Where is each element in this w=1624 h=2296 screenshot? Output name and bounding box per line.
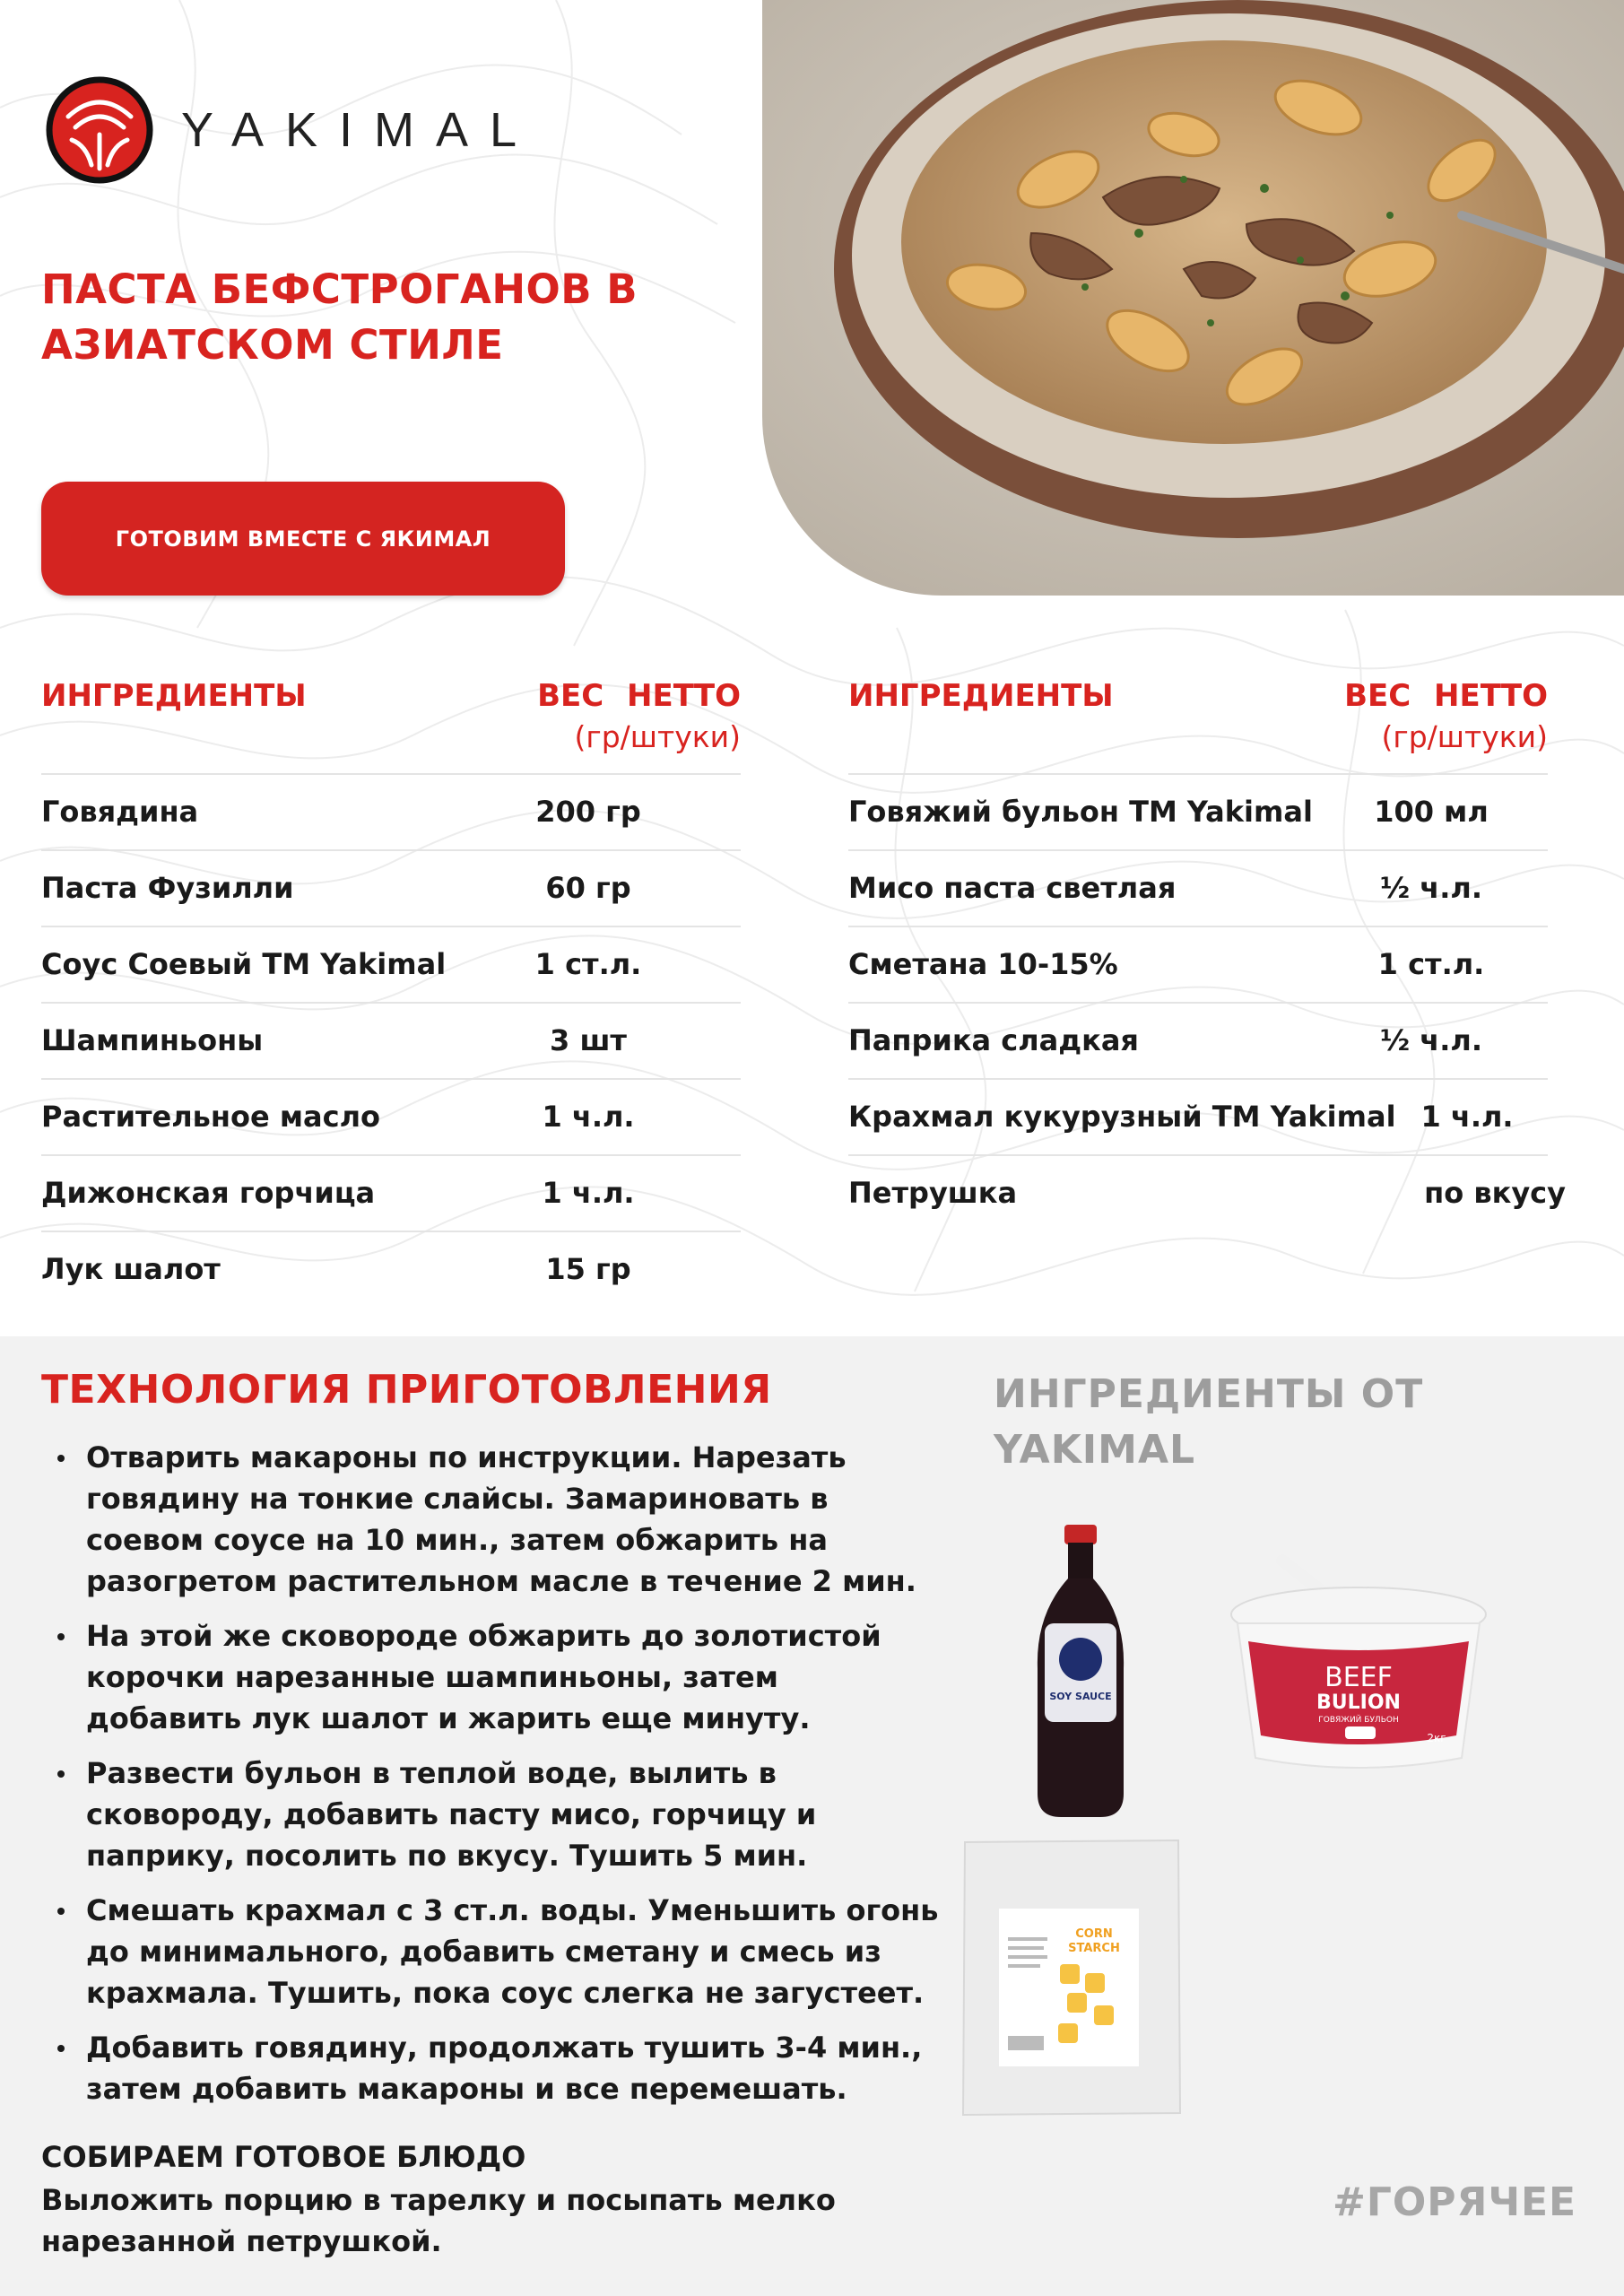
weight-unit: (гр/штуки) — [574, 719, 741, 754]
ingredient-amount: ½ ч.л. — [1380, 1023, 1482, 1057]
cooking-step: Отварить макароны по инструкции. Нарезать говядину на тонкие слайсы. Замариновать в соевом соусе на 10 мин., затем обжарить на разогретом растительном масле в течение 2 мин. — [56, 1437, 943, 1602]
bulion-label-2: BULION — [1316, 1692, 1401, 1714]
ingredients-table-right — [848, 674, 1566, 1231]
recipe-title: ПАСТА БЕФСТРОГАНОВ В АЗИАТСКОМ СТИЛЕ — [41, 265, 638, 369]
hashtag: #ГОРЯЧЕЕ — [1333, 2179, 1577, 2225]
ingredient-name: Дижонская горчица — [41, 1176, 376, 1210]
ingredient-amount: 1 ст.л. — [1377, 947, 1485, 981]
cook-together-button[interactable]: ГОТОВИМ ВМЕСТЕ С ЯКИМАЛ — [41, 482, 565, 596]
ingredients-header — [848, 674, 1548, 775]
weight-label: ВЕС НЕТТО — [1344, 678, 1548, 714]
ingredient-row — [41, 1232, 741, 1307]
ingredient-amount: 1 ч.л. — [1420, 1100, 1514, 1134]
technology-title: ТЕХНОЛОГИЯ ПРИГОТОВЛЕНИЯ — [41, 1367, 772, 1413]
ingredient-name: Паста Фузилли — [41, 871, 294, 905]
cooking-step: Развести бульон в теплой воде, вылить в сковороду, добавить пасту мисо, горчицу и паприку, посолить по вкусу. Тушить 5 мин. — [56, 1752, 943, 1876]
ingredient-name: Сметана 10-15% — [848, 947, 1118, 981]
assemble-title: СОБИРАЕМ ГОТОВОЕ БЛЮДО — [41, 2140, 526, 2174]
ingredient-name: Говядина — [41, 795, 199, 829]
ingredient-row — [41, 775, 741, 851]
ingredient-row — [41, 927, 741, 1004]
ingredient-row — [41, 851, 741, 927]
ingredient-name: Растительное масло — [41, 1100, 380, 1134]
hero-dish-photo — [762, 0, 1624, 596]
ingredient-name: Петрушка — [848, 1176, 1018, 1210]
ingredient-name: Соус Соевый ТМ Yakimal — [41, 947, 447, 981]
ingredient-row — [41, 1004, 741, 1080]
brand-name: YAKIMAL — [181, 103, 539, 157]
ingredient-row — [848, 1156, 1566, 1231]
assemble-text: Выложить порцию в тарелку и посыпать мелко нарезанной петрушкой. — [41, 2183, 836, 2258]
ingredient-amount: 60 гр — [545, 871, 631, 905]
starch-label-1: CORN — [1075, 1927, 1113, 1941]
bulion-weight: 2кг — [1427, 1732, 1446, 1744]
ingredient-amount: 1 ч.л. — [542, 1176, 635, 1210]
starch-label-2: STARCH — [1068, 1942, 1120, 1955]
ingredient-row — [848, 1080, 1548, 1156]
ingredient-row — [848, 1004, 1548, 1080]
ingredient-row — [41, 1080, 741, 1156]
beef-bulion-bucket-image — [1229, 1543, 1489, 1776]
ingredient-name: Лук шалот — [41, 1252, 221, 1286]
ingredient-amount: 3 шт — [550, 1023, 627, 1057]
ingredients-table-left — [41, 674, 741, 1307]
ingredient-name: Мисо паста светлая — [848, 871, 1177, 905]
weight-unit: (гр/штуки) — [1381, 719, 1548, 754]
ingredient-row — [848, 927, 1548, 1004]
ingredient-amount: по вкусу — [1424, 1176, 1566, 1210]
weight-label: ВЕС НЕТТО — [537, 678, 741, 714]
ingredient-name: Паприка сладкая — [848, 1023, 1139, 1057]
cooking-steps-list — [56, 1437, 943, 2123]
corn-starch-bag-image — [960, 1839, 1184, 2117]
ingredient-row — [848, 851, 1548, 927]
cooking-step: На этой же сковороде обжарить до золотистой корочки нарезанные шампиньоны, затем добавить лук шалот и жарить еще минуту. — [56, 1615, 943, 1739]
ingredient-name: Говяжий бульон ТМ Yakimal — [848, 795, 1313, 829]
ingredient-row — [41, 1156, 741, 1232]
cooking-step: Смешать крахмал с 3 ст.л. воды. Уменьшить огонь до минимального, добавить сметану и смесь из крахмала. Тушить, пока соус слегка не загустеет. — [56, 1890, 943, 2013]
ingredient-amount: ½ ч.л. — [1380, 871, 1482, 905]
cooking-step: Добавить говядину, продолжать тушить 3-4 мин., затем добавить макароны и все перемешать. — [56, 2027, 943, 2109]
bulion-sub-label: ГОВЯЖИЙ БУЛЬОН — [1318, 1716, 1399, 1725]
ingredients-label: ИНГРЕДИЕНТЫ — [848, 678, 1114, 714]
bulion-label-1: BEEF — [1324, 1662, 1393, 1693]
yakimal-products-title: ИНГРЕДИЕНТЫ ОТ YAKIMAL — [994, 1371, 1424, 1473]
ingredient-row — [848, 775, 1548, 851]
brand-logo — [45, 75, 538, 185]
bottom-section — [0, 1336, 1624, 2296]
ingredient-name: Шампиньоны — [41, 1023, 264, 1057]
ingredient-amount: 200 гр — [535, 795, 641, 829]
soy-sauce-label: SOY SAUCE — [1049, 1691, 1112, 1702]
ingredient-name: Крахмал кукурузный ТМ Yakimal — [848, 1100, 1396, 1134]
soy-sauce-bottle-image — [1027, 1525, 1134, 1821]
ingredient-amount: 100 мл — [1374, 795, 1489, 829]
yakimal-logo-icon — [45, 75, 154, 185]
ingredient-amount: 1 ст.л. — [534, 947, 642, 981]
ingredient-amount: 15 гр — [545, 1252, 631, 1286]
ingredients-label: ИНГРЕДИЕНТЫ — [41, 678, 307, 714]
ingredients-header — [41, 674, 741, 775]
ingredient-amount: 1 ч.л. — [542, 1100, 635, 1134]
pasta-dish-illustration — [762, 0, 1624, 596]
